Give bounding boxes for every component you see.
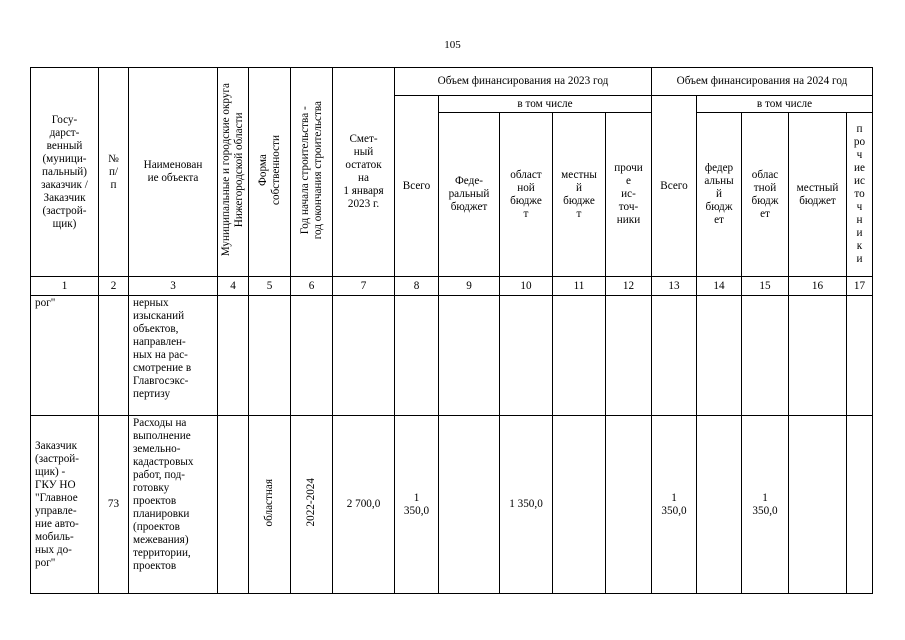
col-num: 13	[652, 277, 697, 296]
hdr-oth2023: прочи е ис- точ- ники	[606, 113, 652, 277]
hdr-incl2024: в том числе	[697, 96, 873, 113]
col-num: 11	[553, 277, 606, 296]
cell-fed2024	[697, 296, 742, 416]
cell-oth2024	[847, 416, 873, 594]
cell-loc2024	[789, 296, 847, 416]
col-num: 3	[129, 277, 218, 296]
hdr-loc2024: местный бюджет	[789, 113, 847, 277]
col-num: 4	[218, 277, 249, 296]
hdr-municipal: Муниципальные и городские округа Нижегородской области	[218, 68, 249, 277]
hdr-customer: Госу- дарст- венный (муници- пальный) заказчик / Заказчик (застрой- щик)	[31, 68, 99, 277]
cell-municipal	[218, 296, 249, 416]
hdr-fin2024: Объем финансирования на 2024 год	[652, 68, 873, 96]
table-row	[31, 416, 873, 594]
col-num: 15	[742, 277, 789, 296]
col-num: 1	[31, 277, 99, 296]
hdr-reg2024: облас тной бюдж ет	[742, 113, 789, 277]
cell-years	[291, 296, 333, 416]
cell-name: Расходы на выполнение земельно- кадастровых работ, под- готовку проектов планировки (проектов межевания) территории, проектов	[129, 416, 218, 594]
cell-total2023	[395, 296, 439, 416]
cell-years: 2022-2024	[291, 416, 333, 594]
hdr-fed2023: Феде- ральный бюджет	[439, 113, 500, 277]
hdr-total2024: Всего	[652, 96, 697, 277]
cell-fed2023	[439, 416, 500, 594]
cell-total2024: 1 350,0	[652, 416, 697, 594]
col-num: 17	[847, 277, 873, 296]
page-number: 105	[444, 39, 461, 51]
cell-reg2024	[742, 296, 789, 416]
col-num: 14	[697, 277, 742, 296]
cell-num: 73	[99, 416, 129, 594]
cell-oth2023	[606, 416, 652, 594]
hdr-fin2023: Объем финансирования на 2023 год	[395, 68, 652, 96]
header-row-1	[31, 68, 873, 96]
financing-table	[30, 67, 873, 594]
cell-ownership	[249, 296, 291, 416]
col-num: 10	[500, 277, 553, 296]
col-num: 16	[789, 277, 847, 296]
cell-loc2023	[553, 296, 606, 416]
hdr-name: Наименован ие объекта	[129, 68, 218, 277]
cell-municipal	[218, 416, 249, 594]
col-num: 7	[333, 277, 395, 296]
cell-customer: рог"	[31, 296, 99, 416]
cell-ownership: областная	[249, 416, 291, 594]
hdr-incl2023: в том числе	[439, 96, 652, 113]
col-num: 12	[606, 277, 652, 296]
cell-num	[99, 296, 129, 416]
column-number-row	[31, 277, 873, 296]
cell-fed2024	[697, 416, 742, 594]
col-num: 8	[395, 277, 439, 296]
cell-loc2023	[553, 416, 606, 594]
cell-total2023: 1 350,0	[395, 416, 439, 594]
cell-loc2024	[789, 416, 847, 594]
hdr-ownership: Форма собственности	[249, 68, 291, 277]
hdr-loc2023: местны й бюдже т	[553, 113, 606, 277]
cell-remainder: 2 700,0	[333, 416, 395, 594]
cell-customer: Заказчик (застрой- щик) - ГКУ НО "Главное управле- ние авто- мобиль- ных до- рог"	[31, 416, 99, 594]
col-num: 5	[249, 277, 291, 296]
cell-reg2024: 1 350,0	[742, 416, 789, 594]
cell-reg2023	[500, 296, 553, 416]
hdr-total2023: Всего	[395, 96, 439, 277]
table-row	[31, 296, 873, 416]
cell-oth2023	[606, 296, 652, 416]
hdr-oth2024: п ро ч ие ис то ч н и к и	[847, 113, 873, 277]
cell-total2024	[652, 296, 697, 416]
cell-fed2023	[439, 296, 500, 416]
cell-name: нерных изысканий объектов, направлен- ных на рас- смотрение в Главгосэкс- пертизу	[129, 296, 218, 416]
col-num: 6	[291, 277, 333, 296]
col-num: 9	[439, 277, 500, 296]
cell-reg2023: 1 350,0	[500, 416, 553, 594]
hdr-num: № п/ п	[99, 68, 129, 277]
hdr-years: Год начала строительства - год окончания строительства	[291, 68, 333, 277]
hdr-fed2024: федер альны й бюдж ет	[697, 113, 742, 277]
hdr-reg2023: област ной бюдже т	[500, 113, 553, 277]
col-num: 2	[99, 277, 129, 296]
hdr-remainder: Смет- ный остаток на 1 января 2023 г.	[333, 68, 395, 277]
cell-oth2024	[847, 296, 873, 416]
cell-remainder	[333, 296, 395, 416]
